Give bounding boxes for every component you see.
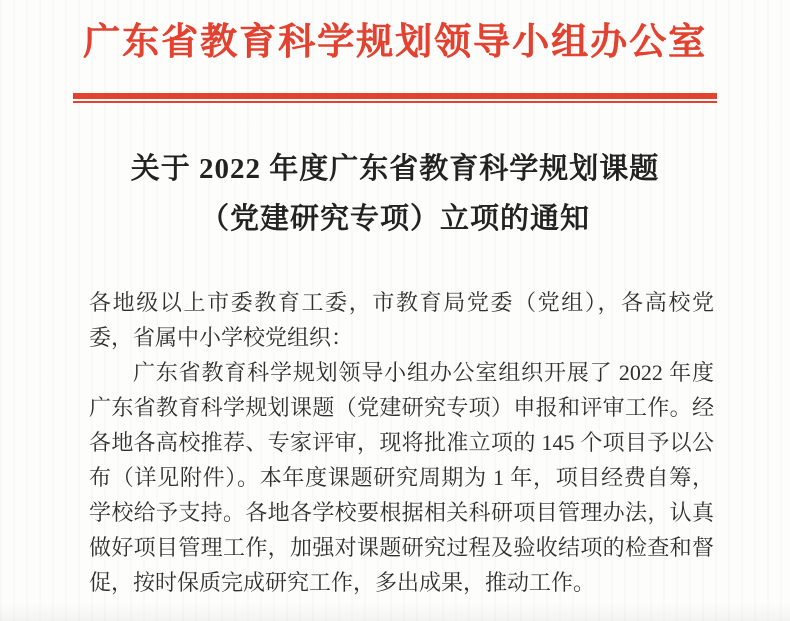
- notice-paragraph: 广东省教育科学规划领导小组办公室组织开展了 2022 年度广东省教育科学规划课题（党建研究专项）申报和评审工作。经各地各高校推荐、专家评审，现将批准立项的 145 个项目予以公布（详见附件）。本年度课题研究周期为 1 年，项目经费自筹，学校给予支持。各地各学校要根据相关科研项目管理办法，认真做好项目管理工作，加强对课题研究过程及验收结项的检查和督促，按时保质完成研究工作，多出成果，推动工作。: [89, 360, 714, 595]
- red-divider: [73, 93, 717, 103]
- document-title-line-1: 关于 2022 年度广东省教育科学规划课题: [130, 153, 660, 185]
- document-title-line-2: （党建研究专项）立项的通知: [199, 203, 590, 235]
- salutation-paragraph: 各地级以上市委教育工委，市教育局党委（党组），各高校党委，省属中小学校党组织：: [89, 290, 714, 350]
- document-body: [89, 285, 714, 600]
- agency-header: 广东省教育科学规划领导小组办公室: [83, 22, 707, 63]
- document-title: [0, 144, 790, 244]
